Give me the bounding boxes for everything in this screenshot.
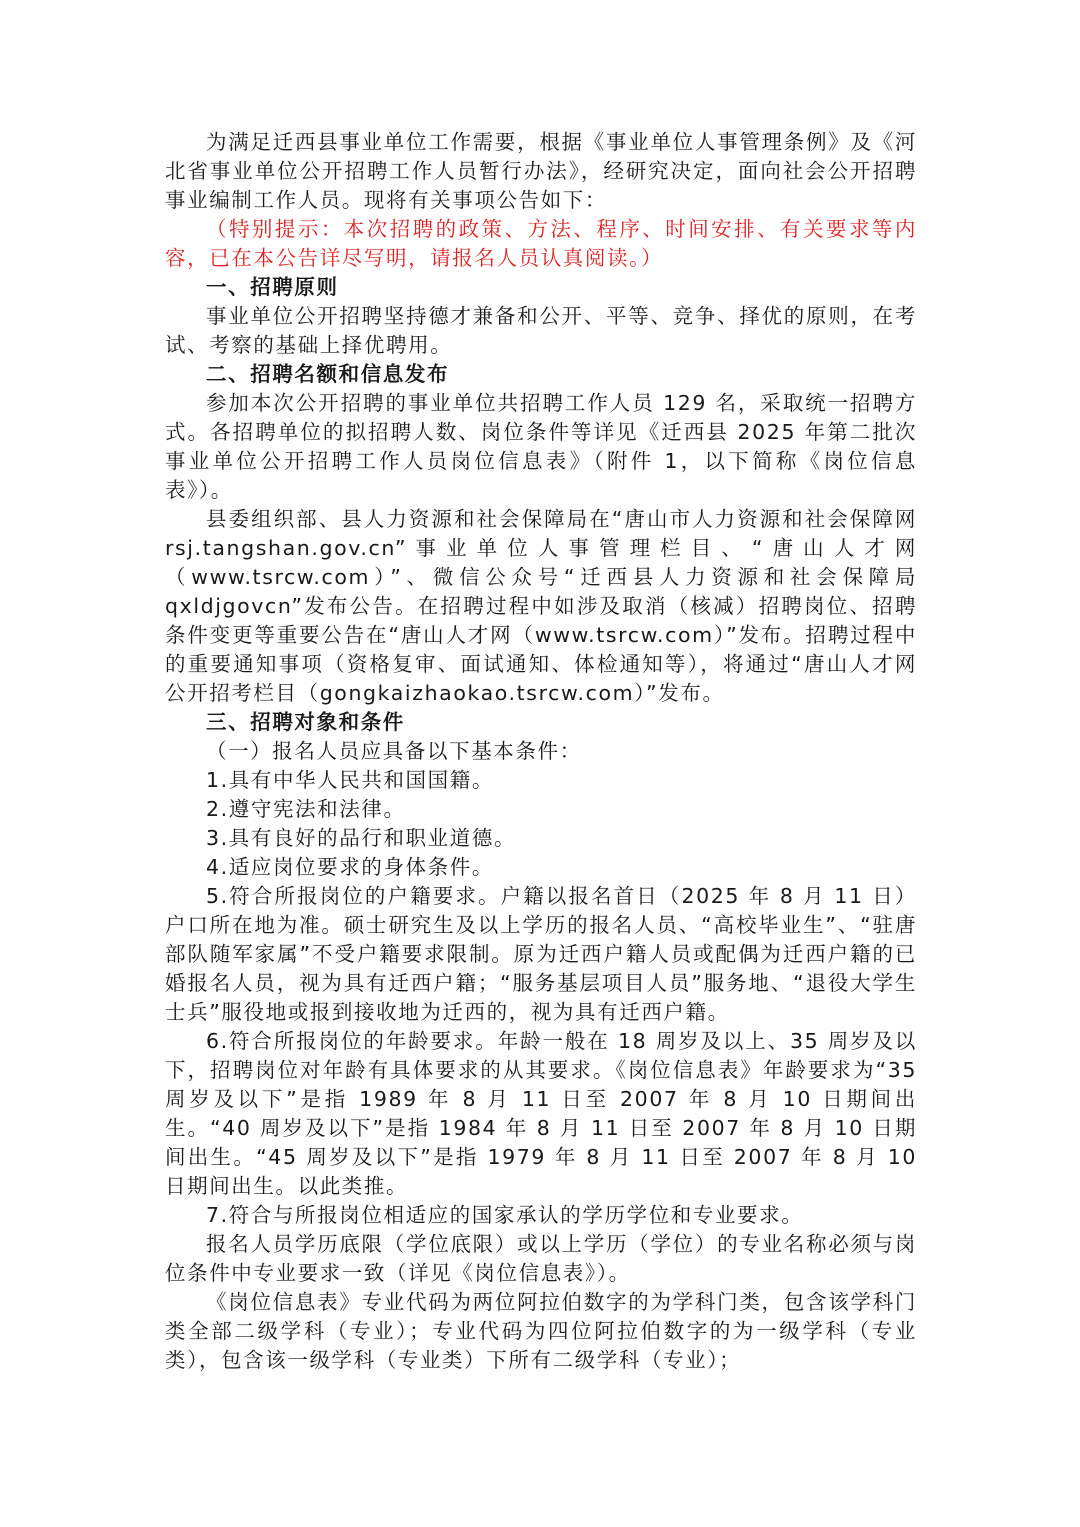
principles-paragraph: 事业单位公开招聘坚持德才兼备和公开、平等、竞争、择优的原则，在考试、考察的基础上择优聘用。: [165, 304, 917, 357]
condition-item-3: 3.具有良好的品行和职业道德。: [206, 826, 517, 850]
condition-item-6: 6.符合所报岗位的年龄要求。年龄一般在 18 周岁及以上、35 周岁及以下，招聘岗位对年龄有具体要求的从其要求。《岗位信息表》年龄要求为“35 周岁及以下”是指 1989 年 8 月 11 日至 2007 年 8 月 10 日期间出生。“40 周岁及以下”是指 1984 年 8 月 11 日至 2007 年 8 月 10 日期间出生。“45 周岁及以下”是指 1979 年 8 月 11 日至 2007 年 8 月 10 日期间出生。以此类推。: [165, 1029, 917, 1198]
major-code-paragraph: 《岗位信息表》专业代码为两位阿拉伯数字的为学科门类，包含该学科门类全部二级学科（专业）；专业代码为四位阿拉伯数字的为一级学科（专业类），包含该一级学科（专业类）下所有二级学科（专业）；: [165, 1290, 917, 1372]
quota-paragraph: 参加本次公开招聘的事业单位共招聘工作人员 129 名，采取统一招聘方式。各招聘单位的拟招聘人数、岗位条件等详见《迁西县 2025 年第二批次事业单位公开招聘工作人员岗位信息表》（附件 1，以下简称《岗位信息表》）。: [165, 391, 917, 502]
degree-requirement-paragraph: 报名人员学历底限（学位底限）或以上学历（学位）的专业名称必须与岗位条件中专业要求一致（详见《岗位信息表》）。: [165, 1232, 917, 1285]
section-heading-quota: 二、招聘名额和信息发布: [206, 362, 450, 386]
section-heading-conditions: 三、招聘对象和条件: [206, 710, 405, 734]
announcement-body: [165, 128, 917, 1375]
intro-paragraph: 为满足迁西县事业单位工作需要，根据《事业单位人事管理条例》及《河北省事业单位公开招聘工作人员暂行办法》，经研究决定，面向社会公开招聘事业编制工作人员。现将有关事项公告如下：: [165, 130, 917, 212]
condition-item-5: 5.符合所报岗位的户籍要求。户籍以报名首日（2025 年 8 月 11 日）户口所在地为准。硕士研究生及以上学历的报名人员、“高校毕业生”、“驻唐部队随军家属”不受户籍要求限制。原为迁西户籍人员或配偶为迁西户籍的已婚报名人员，视为具有迁西户籍；“服务基层项目人员”服务地、“退役大学生士兵”服役地或报到接收地为迁西的，视为具有迁西户籍。: [165, 884, 917, 1024]
condition-item-2: 2.遵守宪法和法律。: [206, 797, 406, 821]
section-heading-principles: 一、招聘原则: [206, 275, 339, 299]
publish-channels-paragraph: 县委组织部、县人力资源和社会保障局在“唐山市人力资源和社会保障网 rsj.tangshan.gov.cn”事业单位人事管理栏目、“唐山人才网（www.tsrcw.com）”、微信公众号“迁西县人力资源和社会保障局 qxldjgovcn”发布公告。在招聘过程中如涉及取消（核减）招聘岗位、招聘条件变更等重要公告在“唐山人才网（www.tsrcw.com）”发布。招聘过程中的重要通知事项（资格复审、面试通知、体检通知等），将通过“唐山人才网公开招考栏目（gongkaizhaokao.tsrcw.com）”发布。: [165, 507, 917, 705]
condition-item-7: 7.符合与所报岗位相适应的国家承认的学历学位和专业要求。: [206, 1203, 804, 1227]
special-notice: （特别提示：本次招聘的政策、方法、程序、时间安排、有关要求等内容，已在本公告详尽写明，请报名人员认真阅读。）: [165, 217, 917, 270]
basic-conditions-intro: （一）报名人员应具备以下基本条件：: [206, 739, 582, 763]
condition-item-1: 1.具有中华人民共和国国籍。: [206, 768, 494, 792]
condition-item-4: 4.适应岗位要求的身体条件。: [206, 855, 494, 879]
